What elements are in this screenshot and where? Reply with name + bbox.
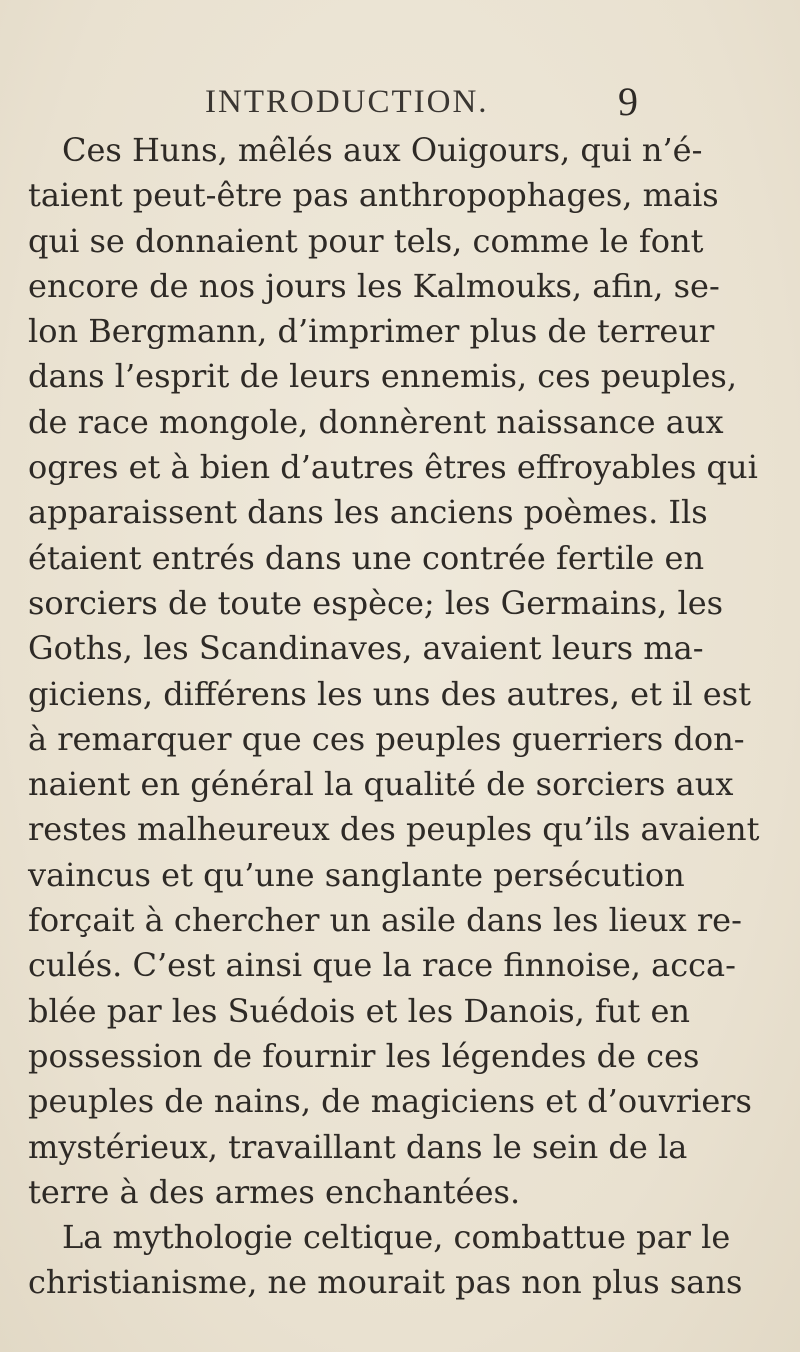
text-line: dans l’esprit de leurs ennemis, ces peuples, [28,357,738,396]
text-line: ogres et à bien d’autres êtres effroyables qui [28,448,758,487]
text-line: encore de nos jours les Kalmouks, afin, se- [28,266,720,305]
text-line: blée par les Suédois et les Danois, fut en [28,991,690,1030]
running-head: INTRODUCTION. [205,84,489,120]
text-line: Goths, les Scandinaves, avaient leurs ma- [28,629,704,668]
text-line: christianisme, ne mourait pas non plus sans [28,1263,743,1302]
text-line: culés. C’est ainsi que la race finnoise, acca- [28,946,736,985]
text-line: apparaissent dans les anciens poèmes. Ils [28,493,708,532]
text-line: taient peut-être pas anthropophages, mais [28,176,719,215]
text-line: restes malheureux des peuples qu’ils avaient [28,810,760,849]
text-line: lon Bergmann, d’imprimer plus de terreur [28,312,715,351]
text-line: forçait à chercher un asile dans les lieux re- [28,901,742,940]
text-line: La mythologie celtique, combattue par le [62,1218,731,1257]
text-line: sorciers de toute espèce; les Germains, les [28,583,724,622]
text-line: de race mongole, donnèrent naissance aux [28,402,724,441]
text-line: possession de fournir les légendes de ces [28,1036,700,1075]
text-line: à remarquer que ces peuples guerriers don- [28,719,745,758]
text-line: naient en général la qualité de sorciers aux [28,765,734,804]
page-number: 9 [618,79,638,124]
text-line: vaincus et qu’une sanglante persécution [28,855,685,894]
page-header [0,80,800,124]
text-line: étaient entrés dans une contrée fertile en [28,538,705,577]
text-line: giciens, différens les uns des autres, et il est [28,674,751,713]
text-line: mystérieux, travaillant dans le sein de la [28,1127,688,1166]
body-text [28,128,760,1306]
text-line: peuples de nains, de magiciens et d’ouvriers [28,1082,752,1121]
text-line: terre à des armes enchantées. [28,1172,521,1211]
text-line: qui se donnaient pour tels, comme le font [28,221,704,260]
text-line: Ces Huns, mêlés aux Ouigours, qui n’é- [62,131,703,169]
